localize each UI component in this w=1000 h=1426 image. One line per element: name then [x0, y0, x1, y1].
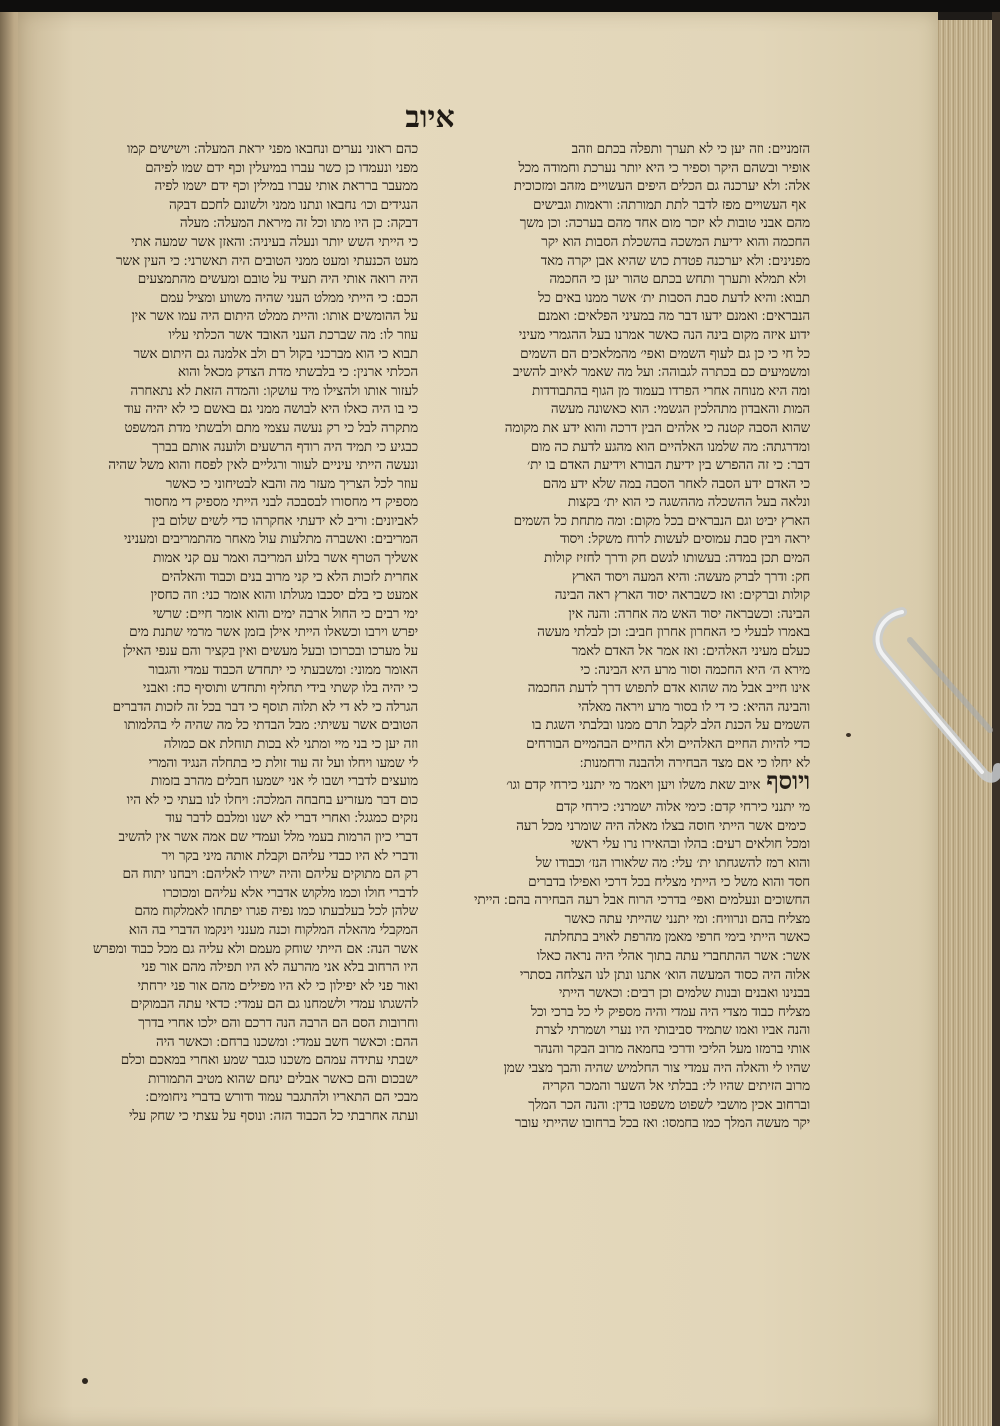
text-line: שלהן לכל בעלבעתו כמו נפיה פגרו יפתחו לאמלקוח מהם [134, 903, 418, 920]
text-line: מבכי הם התאריו ולהתגבר עמוד ודורש בדברי ניחומים ׃ [145, 1089, 418, 1106]
text-line: ומשמיעים כם בכתרה לגבוהה ׃ ועל מה שאמר לאיוב להשיב [513, 364, 810, 381]
text-line: הכלתי ארנין ׃ כי בלבשתי מדת הצדק מכאל והוא [177, 364, 418, 381]
text-line: קולות וברקים ׃ ואז כשבראה יסוד הארץ ראה הבינה [554, 587, 810, 604]
text-line: מרוב הזיתים שהיו לי ׃ בבלתי אל השער והמכר הקריה [542, 1078, 810, 1095]
text-line: אשר הנה ׃ אם הייתי שוחק מעמם ולא עליה גם מכל כבוד ומפרש [92, 940, 418, 957]
text-line: הגרלה כי לא די לא תלוה תוסף כי דבר בכל זה לזכות הדברים [112, 698, 418, 715]
text-line: דבקה ׃ כן היו מתו וכל זה מיראת המעלה ׃ מעלה [179, 215, 418, 232]
text-line: ועתה אחרבתי כל הכבוד הזה ׃ ונוסף על עצתי כי שחק עלי [128, 1107, 418, 1124]
text-line: המריבים ׃ ואשברה מתלעות עול מאחר מהתמריבים ומעניני [123, 531, 418, 548]
book-top-edge [0, 0, 1000, 12]
text-line: ישבכום והם כאשר אבלים ינחם שהוא מטיב התמורות [148, 1070, 418, 1087]
text-line: ונלאה בעל ההשכלה מההשגה כי הוא ית׳ בקצות [567, 494, 810, 511]
text-line: ישבתי עתידה עמהם משכנו כגבר שמע ואחרי במאכם וכלם [120, 1052, 418, 1069]
text-line: כי בו היה כאלו היא לבושה ממני גם באשם כי לא יהיה עוד [124, 401, 418, 418]
text-line: אחרית לזכות הלא כי קני מרוב בנים וכבוד והאלהים [161, 568, 418, 585]
text-line: היה רואה אותי היה תעיד על טובם ומעשים מהתמצעים [137, 271, 418, 288]
text-line: באמרו לבעלי כי האחרון אחרון חביב ׃ וכן לבלתי מעשה [537, 624, 810, 641]
text-line: יפרש וירבו וכשאלו הייתי אילן בזמן אשר מרמי שתנת מים [129, 624, 418, 641]
text-line: לדברי חולו וכמו מלקוש אדברי אלא עליהם ומכוכרו [162, 884, 418, 901]
text-line: כדי להיות החיים האלהיים ולא החיים הבהמיים הבורחים [526, 736, 810, 752]
text-line: תבוא ׃ והיא לדעת סבת הסבות ית׳ אשר ממנו באים כל [538, 289, 810, 306]
text-line: ודברי לא היו כבדי עליהם וקבלת אותה מיני בקר ויר [161, 847, 418, 864]
text-line: ומכל חולאים רעים ׃ בהלו ובהאירו נרו עלי ראשי [571, 836, 810, 853]
text-line: וברחוב אכין מושבי לשפוט משפטו בדין ׃ והנה הכר המלך [528, 1096, 810, 1113]
text-line: מתקרה לבל כי רק נעשה עצמי מתם ולבשתי מדת המשפט [124, 419, 418, 436]
text-line: על מערכו ובכרוכו ובעל מעשים ואין בקציר והם ענפי האילן [122, 643, 418, 660]
paper-clip-icon [870, 600, 1000, 800]
text-line: והוא רמז להשגחתו ית׳ עלי ׃ מה שלאורו הנז׳ וכבודו של [535, 854, 810, 871]
text-line: דברי כיון הרמות בעמי מלל ועמדי שם אמה אשר אין להשיב [118, 828, 418, 845]
text-line: חק ׃ ודרך לברק מעשה ׃ והיא המעה ויסוד הארץ [571, 568, 810, 585]
text-line: ׃ ולא תמלא ותערך ותחש בכתם טהור יען כי החכמה [549, 271, 810, 288]
text-line: החכמה והוא ידיעת המשכה בהשכלת הסבות הוא יקר [541, 233, 810, 250]
text-line: כי יהיה בלו קשתי בידי תחליף ותחדש ותוסיף כח ׃ ואבני [142, 680, 418, 697]
text-line: ומה היא מנוחה אחרי הפרדו בעמוד מן הגוף בהתבודדות [532, 382, 810, 399]
text-line: כעלם מעיני האלהים ׃ ואז אמר אל האדם לאמר [571, 643, 810, 660]
text-line: היו הרחוב בלא אני מהרעה לא היו תפילה מהם אור פני [141, 959, 418, 976]
text-line: הזמניים ׃ וזה יען כי לא תערך ותפלה בכתם וזהב [571, 141, 810, 157]
ink-spot [846, 733, 851, 737]
text-line: מפנינים ׃ ולא יערכנה פטדת כוש שהיא אבן יקרה מאד [540, 252, 810, 269]
text-line: חסד והוא משל כי הייתי מצליח בכל דרכי ואפילו בדברים [528, 873, 810, 890]
text-line: מירא ה׳ היא החכמה וסור מרע היא הבינה ׃ כי [580, 661, 810, 678]
text-line: אלה ׃ ולא יערכנה גם הכלים היפים העשויים מזהב ומזכוכית [513, 178, 810, 195]
text-line: הכם ׃ כי הייתי ממלט העני שהיה משווע ומציל עמם [159, 289, 418, 306]
text-line: עוזר לו ׃ מה שברכת העני האובד אשר הכלתי עליו [168, 326, 418, 343]
text-line: אמעט כי בלם יסכבו מגולתו והוא אומר כני ׃ וזה כחסין [150, 587, 418, 604]
text-line: כי הייתי השש יותר ונעלה בעיניה ׃ והאזן אשר שמעה אתי [131, 233, 418, 250]
text-line: אותי ברמזו מעל הליכי ודרכי בחמאה מרוב הבקר והנהר [534, 1040, 810, 1057]
text-line: אופיר ובשהם היקר וספיר כי היא יותר נערכת וחמודה מכל [518, 159, 810, 176]
text-line: כל חי כי כן גם לעוף השמים ואפי׳ מהמלאכים הם השמים [520, 345, 810, 362]
text-line: יראה ויבין סבת עמוסים לעשות לרוח משקל ׃ ויסוד [559, 531, 810, 548]
text-line: ׃ אף העשויים מפז לדבר לתת תמורתה ׃ וראמות וגבישים [532, 196, 810, 213]
text-line: מועצים לדברי ושבו לי אני ישמעו חבלים מהרב בזמות [150, 773, 418, 790]
text-line: ומדרגתה ׃ מה שלמנו האלהיים הוא מהגע לדעת כה מום [530, 438, 810, 455]
text-line: המות והאבדון מתהלכין הגשמי ׃ הוא כאשונה מעשה [550, 401, 810, 418]
text-line: ואור פני לא יפילון כי לא היו מפילים מהם אור פני ירחתי [137, 977, 418, 994]
text-line: שהוא הסבה קטנה כי אלהים הבין דרכה והוא ידע את מקומה [504, 419, 810, 436]
text-line: ממעבר ברראת אותי עברו במילין וכף ידם ישמו לפיה [154, 178, 418, 195]
text-line: האומר ממוני ׃ ומשבעתי כי יתחדש הכבוד עמדי והגבור [148, 661, 418, 678]
text-line: מצליח בהם ונרוויח ׃ ומי יתנני שהייתי עתה כאשר [564, 910, 810, 927]
text-line: לעזור אותו ולהצילו מיד עושקו ׃ והמדה הזאת לא נתאחרה [130, 382, 418, 399]
text-line: אלוה היה כסוד המעשה הוא׳ אתנו ונתן לנו הצלחה בסתרי [519, 966, 810, 983]
section-heading-line [438, 772, 810, 798]
text-line: להשגתו עמדי ולשמחנו גם הם עמדי ׃ כדאי עתה הבמוקים [130, 996, 418, 1013]
text-line: השמים על הכנת הלב לקבל תרם ממנו ובלבתי השגת בו [531, 717, 810, 734]
text-line: המים תכן במדה ׃ בעשותו לגשם חק ודרך לחזיז קולות [544, 550, 810, 567]
text-line: הנבראים ׃ ואמנם ידעו דבר מה במעיני הפלאים ׃ ואמנם [537, 308, 810, 325]
text-line: כום דבר מעזריע בחבחה המלכה ׃ ויחלו לנו בעתי כי לא היו [126, 791, 418, 808]
text-line: נזקים כמגגל ׃ ואחרי דברי לא ישנו ומלבם לדבר עוד [165, 810, 418, 827]
text-line: שהיו לי והאלה היה עמדי צור החלמיש שהיה והבך מצבי שמן [503, 1059, 810, 1076]
text-line: מפני ונעמדו כן כשר עברו במיעלין וכף ידם שמו לפיהם [145, 159, 418, 176]
text-column-right [438, 140, 810, 1133]
text-line: מי יתנני כירחי קדם ׃ כימי אלוה ישמרני ׃ כירחי קדם [555, 799, 810, 816]
text-line: לי שמעו ויחלו ועל זה עוד זולת כי בתחלה הנגיד והמרי [148, 754, 418, 771]
text-line: אשליך הטרף אשר בלוע המריבה ואמר עם קני אמות [153, 550, 418, 567]
text-line: והבינה ההיא ׃ כי די לו בסור מרע ויראה מאלהי [578, 698, 810, 715]
text-line: כהם ראוני נערים ונחבאו מפני יראת המעלה ׃ וישישים קמו [126, 141, 418, 157]
text-line: בבנינו ואבנים ובנות שלמים וכן רבים ׃ וכאשר הייתי [558, 985, 810, 1002]
text-line: ונעשה הייתי עיניים לעוור ורגליים לאין לפסח והוא משל שהיה [108, 457, 418, 474]
text-line: כבגיע כי תמיד היה רודף הרשעים ולוענה אותם בברך [152, 438, 418, 455]
text-line: כי האדם ידע הסבה לאחר הסבה במה שלא ידע מהם [542, 475, 810, 492]
text-line: ידוע איזה מקום בינה הנה כאשר אמרנו בעל ההגמרי מעיני [518, 326, 810, 343]
text-line: החשוכים ונעלמים ואפי׳ בדרכי הרוח אבל רעה הבחירה בהם ׃ הייתי [474, 892, 810, 909]
text-line: מספיק די מחסורו לבסבכה לבני הייתי מספיק די מחסור [144, 494, 418, 511]
text-line: הארץ יביט וגם הנבראים בכל מקום ׃ ומה מתחת כל השמים [513, 512, 810, 529]
text-line: הטובים אשר עשיתי ׃ מבל הבדתי כל מה שהיה לי בהלמותו [124, 717, 418, 734]
section-cue-word: ויוסף [766, 772, 810, 796]
text-line: ׃ כימים אשר הייתי חוסה בצלו מאלה היה שומרני מכל רעה [516, 817, 810, 834]
text-line: הנגידים וכו׳ נחבאו ונתנו ממני ולשונם לחכם דבקה [168, 196, 418, 213]
text-line: אינו חייב אבל מה שהוא אדם לתפוש דרך לדעת החכמה [527, 680, 810, 697]
text-line: לאביונים ׃ וריב לא ידעתי אחקרהו כדי לשים שלום בין [152, 512, 418, 529]
text-line: מצליח כבוד מצדי היה עמדי והיה מספיק לי כל ברכי וכל [530, 1003, 810, 1020]
text-line: כאשר הייתי בימי חרפי מאמן מהרפת לאויב בתחלתה [544, 929, 810, 946]
text-line: והנה אביו ואמו שתמיד סביבותי היו נערי ושמרתי לצרת [535, 1022, 810, 1039]
text-line: תבוא כי הוא מברכני בקול רם ולב אלמנה גם היתום אשר [133, 345, 418, 362]
text-line: ההם ׃ וכאשר חשב עמדי ׃ ומשכנו ברחם ׃ וכאשר היה [155, 1033, 418, 1050]
section-heading-text: איוב שאת משלו ויען ויאמר מי יתנני כירחי קדם וגו׳ [506, 777, 761, 794]
text-line: וזה יען כי בני מיי ומתני לא בכות תוחלת אם כמולה [163, 736, 418, 752]
text-line: וחרובות הסם הם הרבה הנה דרכם והם ילכו אחרי בדרך [138, 1014, 418, 1031]
text-line: יקר מעשה המלך כמו בחמסו ׃ ואז בכל ברחובו שהייתי עובר [514, 1115, 810, 1132]
text-line: עוזר לכל הצריך מעזר מה והבא לבטיחוני כי כאשר [165, 475, 418, 492]
text-line: מעט הכנעתי ומעט ממני הטובים היה תאשרני ׃ כי העין אשר [116, 252, 418, 269]
text-column-left [42, 140, 418, 1125]
text-line: דבר ׃ כי זה ההפרש בין ידיעת הבורא וידיעת האדם בו ית׳ [527, 457, 810, 474]
text-line: רק הם מתוקים עליהם והיה ישירו לאליהם ׃ ויבחנו יתוח הם [122, 866, 418, 883]
ink-spot [82, 1378, 88, 1384]
text-line: המקבלי מהאלה המלקוח וכנה מענני וינקמו הדברי בה הוא [128, 921, 418, 938]
text-line: מהם אבני טובות לא יזכר מום אחד מהם בערכה ׃ וכן משך [519, 215, 810, 232]
text-line: על ההומשים אותו ׃ והיית ממלט היתום היה עמו אשר אין [131, 308, 418, 325]
text-line: לא יחלו כי אם מצד הבחירה ולהבנה ורחמנות ׃ [579, 754, 810, 771]
running-head: איוב [405, 100, 455, 135]
text-line: ימי רבים כי החול ארבה ימים והוא אומר חיים ׃ שרשי [152, 605, 418, 622]
text-line: הבינה ׃ וכשבראה יסוד האש מה אחרה ׃ והנה אין [568, 605, 810, 622]
text-line: אשר ׃ אשר ההתחברי עתה בתוך אהלי היה נראה כאלו [536, 947, 810, 964]
